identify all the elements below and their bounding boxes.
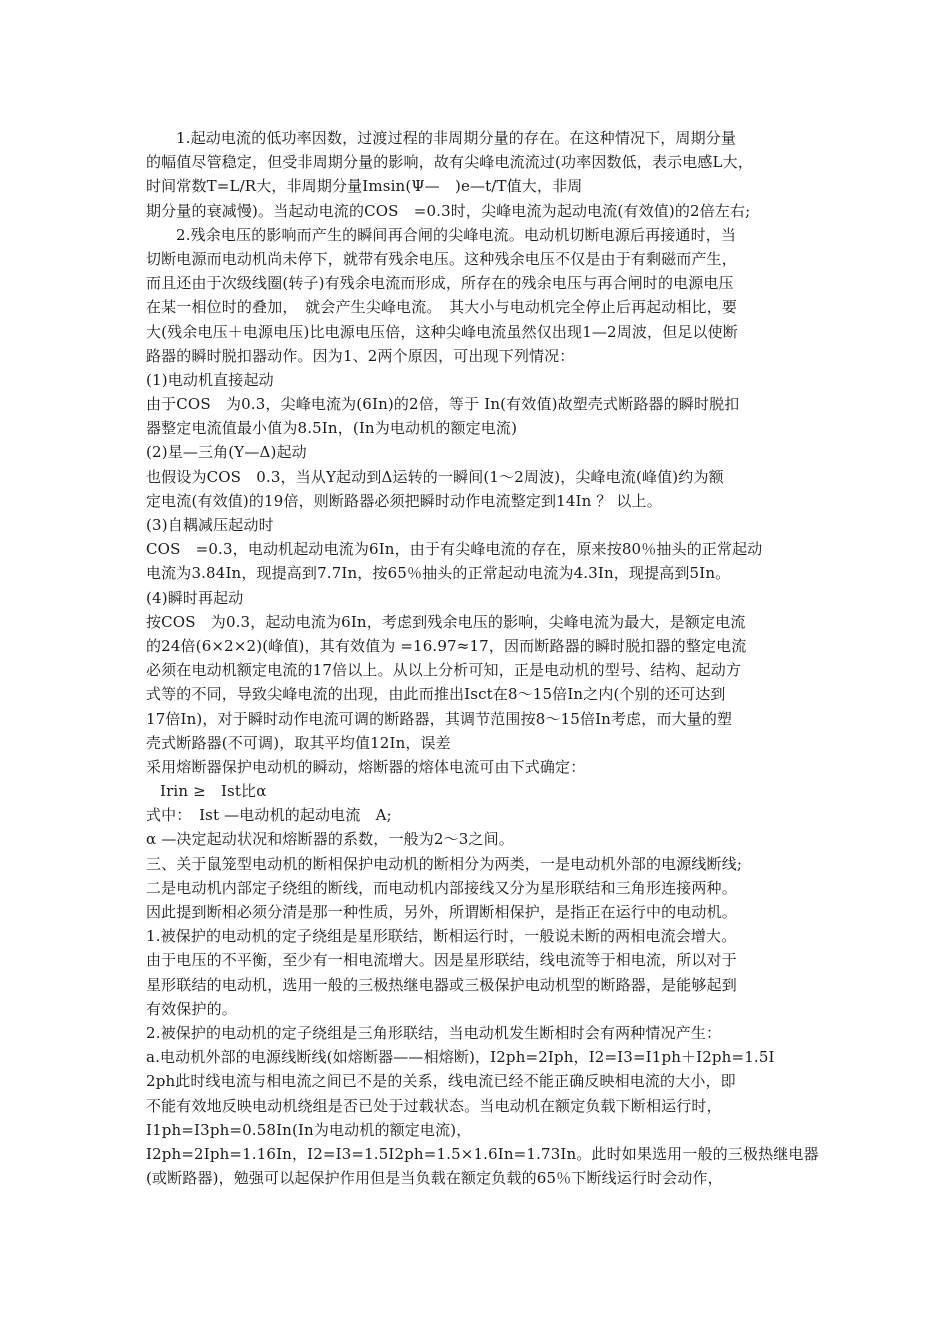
paragraph-line: 因此提到断相必须分清是那一种性质，另外，所谓断相保护，是指正在运行中的电动机。: [146, 903, 737, 921]
paragraph-line: 在某一相位时的叠加， 就会产生尖峰电流。 其大小与电动机完全停止后再起动相比，要: [146, 298, 738, 317]
paragraph-line: 三、关于鼠笼型电动机的断相保护电动机的断相分为两类，一是电动机外部的电源线断线;: [146, 854, 743, 873]
paragraph-line: 的幅值尽管稳定，但受非周期分量的影响，故有尖峰电流流过(功率因数低，表示电感L大，: [146, 153, 753, 172]
paragraph-line: 2ph此时线电流与相电流之间已不是的关系，线电流已经不能正确反映相电流的大小，即: [146, 1072, 736, 1091]
paragraph-line: 1.起动电流的低功率因数，过渡过程的非周期分量的存在。在这种情况下，周期分量: [176, 129, 737, 147]
section-heading: (4)瞬时再起动: [146, 588, 244, 607]
paragraph-line: 由于电压的不平衡，至少有一相电流增大。因是星形联结，线电流等于相电流，所以对于: [146, 951, 737, 970]
paragraph-line: 期分量的衰减慢)。当起动电流的COS =0.3时，尖峰电流为起动电流(有效值)的2倍左右;: [146, 201, 751, 220]
paragraph-line: 也假设为COS 0.3，当从Y起动到Δ运转的一瞬间(1～2周波)，尖峰电流(峰值)约为额: [146, 467, 724, 486]
section-heading: (1)电动机直接起动: [146, 370, 274, 389]
paragraph-line: 切断电源而电动机尚未停下，就带有残余电压。这种残余电压不仅是由于有剩磁而产生，: [146, 249, 737, 268]
paragraph-line: 2.被保护的电动机的定子绕组是三角形联结，当电动机发生断相时会有两种情况产生：: [146, 1023, 722, 1042]
paragraph-line: 2.残余电压的影响而产生的瞬间再合闸的尖峰电流。电动机切断电源后再接通时，当: [176, 225, 737, 244]
paragraph-line: I1ph=I3ph=0.58In(In为电动机的额定电流)，: [146, 1120, 472, 1139]
section-heading: (3)自耦减压起动时: [146, 516, 274, 534]
paragraph-line: 大(残余电压＋电源电压)比电源电压倍，这种尖峰电流虽然仅出现1—2周波，但足以使断: [146, 322, 738, 341]
formula-line: Irin ≥ Ist比α: [160, 782, 267, 801]
paragraph-line: 而且还由于次级线圈(转子)有残余电流而形成，所存在的残余电压与再合闸时的电源电压: [146, 274, 734, 293]
paragraph-line: 必须在电动机额定电流的17倍以上。从以上分析可知，正是电动机的型号、结构、起动方: [146, 661, 742, 680]
paragraph-line: 电流为3.84In，现提高到7.7In，按65％抽头的正常起动电流为4.3In，现提高到5In。: [146, 564, 731, 583]
paragraph-line: 壳式断路器(不可调)，取其平均值12In，误差: [146, 733, 451, 752]
paragraph-line: 二是电动机内部定子绕组的断线，而电动机内部接线又分为星形联结和三角形连接两种。: [146, 878, 737, 897]
paragraph-line: 不能有效地反映电动机绕组是否已处于过载状态。当电动机在额定负载下断相运行时，: [146, 1096, 722, 1115]
paragraph-line: 的24倍(6×2×2)(峰值)，其有效值为 =16.97≈17，因而断路器的瞬时脱扣器的整定电流: [146, 636, 747, 655]
document-body: [146, 126, 826, 1190]
paragraph-line: 有效保护的。: [146, 999, 237, 1018]
paragraph-line: 按COS 为0.3，起动电流为6In，考虑到残余电压的影响，尖峰电流为最大，是额定电流: [146, 612, 746, 631]
paragraph-line: 式中： Ist —电动机的起动电流 A;: [146, 806, 392, 825]
paragraph-line: 定电流(有效值)的19倍，则断路器必须把瞬时动作电流整定到14In ？ 以上。: [146, 491, 662, 510]
paragraph-line: a.电动机外部的电源线断线(如熔断器——相熔断)，I2ph=2Iph，I2=I3=I1ph＋I2ph=1.5I: [146, 1048, 775, 1067]
paragraph-line: 式等的不同，导致尖峰电流的出现，由此而推出Isct在8～15倍In之内(个别的还可达到: [146, 685, 726, 704]
paragraph-line: 17倍In)，对于瞬时动作电流可调的断路器，其调节范围按8～15倍In考虑，而大量的塑: [146, 709, 733, 728]
paragraph-line: COS =0.3，电动机起动电流为6In，由于有尖峰电流的存在，原来按80％抽头的正常起动: [146, 540, 763, 559]
paragraph-line: 采用熔断器保护电动机的瞬动，熔断器的熔体电流可由下式确定：: [146, 757, 586, 776]
paragraph-line: 由于COS 为0.3，尖峰电流为(6In)的2倍，等于 In(有效值)故塑壳式断路器的瞬时脱扣: [146, 395, 740, 414]
section-heading: (2)星—三角(Y—Δ)起动: [146, 443, 307, 462]
paragraph-line: α —决定起动状况和熔断器的系数，一般为2～3之间。: [146, 830, 514, 849]
paragraph-line: 器整定电流值最小值为8.5In，(In为电动机的额定电流): [146, 419, 518, 438]
paragraph-line: (或断路器)，勉强可以起保护作用但是当负载在额定负载的65％下断线运行时会动作，: [146, 1169, 723, 1188]
paragraph-line: 1.被保护的电动机的定子绕组是星形联结，断相运行时，一般说未断的两相电流会增大。: [146, 927, 737, 946]
paragraph-line: 星形联结的电动机，选用一般的三极热继电器或三极保护电动机型的断路器，是能够起到: [146, 975, 737, 994]
paragraph-line: I2ph=2Iph=1.16In，I2=I3=1.5I2ph=1.5×1.6In=1.73In。此时如果选用一般的三极热继电器: [146, 1144, 819, 1163]
paragraph-line: 时间常数T=L/R大，非周期分量Imsin(Ψ— )e—t/T值大，非周: [146, 177, 583, 196]
paragraph-line: 路器的瞬时脱扣器动作。因为1、2两个原因，可出现下列情况：: [146, 346, 575, 365]
